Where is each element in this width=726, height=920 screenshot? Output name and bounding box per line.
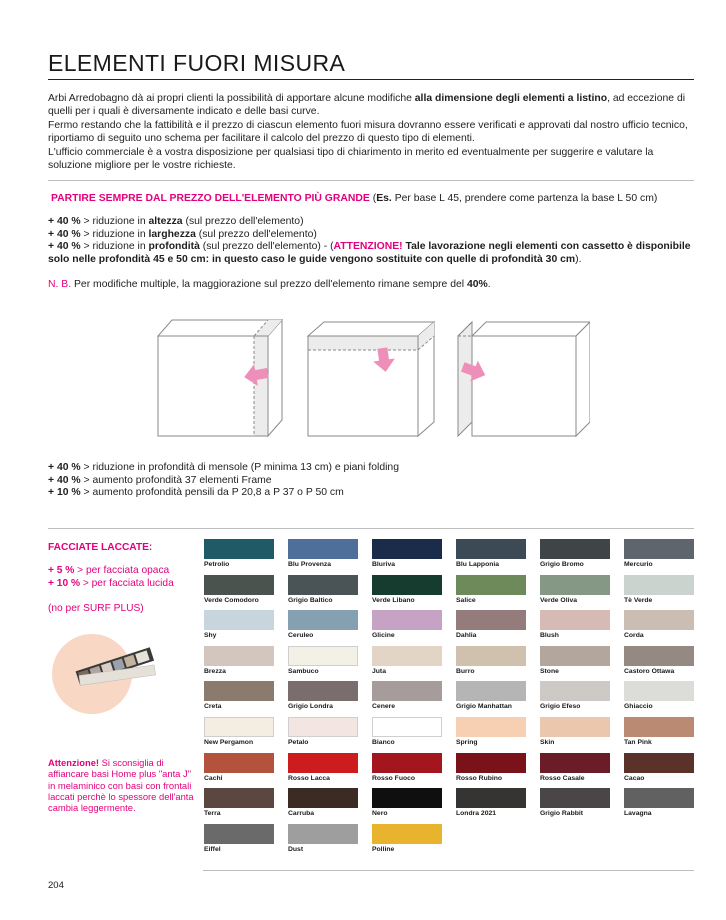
- color-swatch: [204, 539, 274, 568]
- color-chip: [624, 539, 694, 559]
- color-swatch: [204, 788, 274, 817]
- color-chip: [540, 539, 610, 559]
- color-name: Ceruleo: [288, 632, 314, 640]
- color-swatch: [204, 610, 274, 639]
- color-name: Ghiaccio: [624, 703, 653, 711]
- color-name: Londra 2021: [456, 810, 497, 818]
- color-swatch: [624, 575, 694, 604]
- color-swatch: [624, 788, 694, 817]
- size-reduction-diagram: [150, 318, 590, 438]
- colors-divider: [48, 528, 694, 529]
- intro-text: [48, 92, 698, 172]
- swatch-bottom-divider: [203, 870, 694, 871]
- color-chip: [540, 646, 610, 666]
- color-chip: [540, 681, 610, 701]
- color-chip: [288, 681, 358, 701]
- color-sample-fan-image: [48, 626, 168, 716]
- color-swatch: [372, 575, 442, 604]
- extra-frame-depth: + 40 % > aumento profondità 37 elementi Frame: [48, 474, 272, 486]
- color-chip: [540, 788, 610, 808]
- color-swatch: [372, 717, 442, 746]
- color-chip: [624, 753, 694, 773]
- color-chip: [204, 788, 274, 808]
- color-name: Grigio Manhattan: [456, 703, 512, 711]
- color-swatch: [204, 824, 274, 853]
- color-name: Shy: [204, 632, 217, 640]
- color-name: Castoro Ottawa: [624, 667, 675, 675]
- color-name: Rosso Rubino: [456, 774, 503, 782]
- color-swatch: [288, 717, 358, 746]
- color-chip: [204, 824, 274, 844]
- color-chip: [624, 788, 694, 808]
- page-number: 204: [48, 880, 64, 891]
- color-swatch: [540, 717, 610, 746]
- color-name: Rosso Casale: [540, 774, 585, 782]
- color-swatch: [624, 717, 694, 746]
- attention-label: ATTENZIONE!: [333, 241, 403, 253]
- color-name: Glicine: [372, 632, 395, 640]
- color-name: Grigio Bromo: [540, 561, 584, 568]
- intro-paragraph-1: Arbi Arredobagno dà ai propri clienti la possibilità di apportare alcune modifiche alla dimensione degli elementi a listino, ad eccezione di quelli per i quali è diversamente indicato e delle basi curve.: [48, 93, 686, 118]
- color-chip: [540, 610, 610, 630]
- section-divider: [48, 180, 694, 181]
- color-chip: [624, 646, 694, 666]
- color-chip: [288, 646, 358, 666]
- color-name: Grigio Londra: [288, 703, 333, 711]
- color-chip: [372, 575, 442, 595]
- color-swatch: [456, 753, 526, 782]
- color-chip: [288, 575, 358, 595]
- color-name: Eiffel: [204, 845, 221, 853]
- extra-wall-unit-depth: + 10 % > aumento profondità pensili da P 20,8 a P 37 o P 50 cm: [48, 487, 344, 499]
- color-swatch: [288, 824, 358, 853]
- color-swatch: [456, 575, 526, 604]
- color-chip: [288, 753, 358, 773]
- color-name: Rosso Lacca: [288, 774, 330, 782]
- color-name: Cenere: [372, 703, 396, 711]
- color-chip: [372, 824, 442, 844]
- color-swatch: [540, 681, 610, 710]
- color-chip: [372, 539, 442, 559]
- color-name: Petalo: [288, 739, 309, 746]
- color-chip: [288, 788, 358, 808]
- color-name: Cachi: [204, 774, 223, 782]
- color-swatch: [372, 753, 442, 782]
- color-name: Bluriva: [372, 561, 396, 568]
- color-swatch: [540, 610, 610, 639]
- color-name: Blu Lapponia: [456, 561, 500, 568]
- color-swatch: [204, 681, 274, 710]
- color-name: Tan Pink: [624, 739, 652, 746]
- color-swatch: [204, 717, 274, 746]
- color-chip: [540, 717, 610, 737]
- color-chip: [288, 824, 358, 844]
- gloss-front-surcharge: + 10 % > per facciata lucida: [48, 578, 174, 589]
- color-name: Juta: [372, 667, 386, 675]
- color-swatch: [372, 610, 442, 639]
- color-chip: [456, 788, 526, 808]
- color-name: Spring: [456, 739, 478, 746]
- nb-note: N. B. Per modifiche multiple, la maggiorazione sul prezzo dell'elemento rimane sempre del 40%.: [48, 279, 491, 290]
- color-chip: [372, 681, 442, 701]
- color-swatch: [456, 610, 526, 639]
- color-name: Burro: [456, 667, 475, 675]
- color-swatch: [288, 646, 358, 675]
- color-swatch: [204, 646, 274, 675]
- color-name: Rosso Fuoco: [372, 774, 416, 782]
- color-chip: [288, 610, 358, 630]
- melamine-warning: Attenzione! Si sconsiglia di affiancare basi Home plus "anta J" in melaminico con basi con frontali laccati perchè lo spessore dell'anta cambia leggermente.: [48, 757, 194, 814]
- color-swatch: [624, 646, 694, 675]
- color-swatch: [372, 824, 442, 853]
- color-chip: [456, 539, 526, 559]
- color-name: Petrolio: [204, 561, 230, 568]
- surf-plus-note: (no per SURF PLUS): [48, 603, 144, 614]
- color-chip: [204, 753, 274, 773]
- intro-paragraph-2: Fermo restando che la fattibilità e il prezzo di ciascun elemento fuori misura dovranno essere verificati e approvati dal nostro ufficio tecnico, riportiamo di seguito uno schema per facilitare il calcolo del prezzo di questo tipo di elementi.: [48, 119, 688, 145]
- lacquered-fronts-heading: FACCIATE LACCATE:: [48, 542, 153, 553]
- color-chip: [540, 575, 610, 595]
- color-name: Blush: [540, 632, 559, 640]
- title-divider: [48, 79, 694, 80]
- color-swatch: [540, 753, 610, 782]
- color-chip: [372, 646, 442, 666]
- color-name: Blu Provenza: [288, 561, 332, 568]
- color-swatch: [624, 539, 694, 568]
- color-swatch: [540, 539, 610, 568]
- color-chip: [624, 610, 694, 630]
- color-chip: [204, 539, 274, 559]
- color-swatch: [288, 539, 358, 568]
- color-name: Cacao: [624, 774, 645, 782]
- modification-depth: + 40 % > riduzione in profondità (sul prezzo dell'elemento) - (ATTENZIONE! Tale lavorazione negli elementi con cassetto è disponibile solo nelle profondità 45 e 50 cm: in questo caso le guide vengono sostituite con quelle di profondità 30 cm).: [48, 241, 691, 265]
- color-swatch: [372, 539, 442, 568]
- page-title: ELEMENTI FUORI MISURA: [48, 50, 346, 76]
- color-chip: [456, 681, 526, 701]
- color-swatch: [540, 575, 610, 604]
- color-name: Skin: [540, 739, 555, 746]
- extra-modifications-list: [48, 462, 399, 500]
- color-chip: [204, 717, 274, 737]
- color-chip: [204, 575, 274, 595]
- color-swatch: [372, 788, 442, 817]
- base-price-rule: PARTIRE SEMPRE DAL PREZZO DELL'ELEMENTO PIÙ GRANDE (Es. Per base L 45, prendere come partenza la base L 50 cm): [51, 193, 658, 204]
- color-swatch: [204, 753, 274, 782]
- color-swatch: [288, 788, 358, 817]
- color-name: Verde Comodoro: [204, 596, 259, 604]
- color-name: Verde Oliva: [540, 596, 578, 604]
- color-chip: [624, 717, 694, 737]
- color-name: Grigio Baltico: [288, 596, 333, 604]
- color-chip: [456, 575, 526, 595]
- color-swatch: [456, 539, 526, 568]
- extra-shelf-depth: + 40 % > riduzione in profondità di mensole (P minima 13 cm) e piani folding: [48, 462, 399, 473]
- color-name: Verde Libano: [372, 596, 415, 604]
- color-name: Corda: [624, 632, 644, 640]
- color-chip: [456, 717, 526, 737]
- color-swatch: [288, 681, 358, 710]
- color-swatch: [624, 610, 694, 639]
- color-name: Creta: [204, 703, 222, 711]
- color-swatch: [456, 788, 526, 817]
- color-chip: [372, 788, 442, 808]
- color-chip: [456, 646, 526, 666]
- color-swatch: [456, 681, 526, 710]
- color-name: Lavagna: [624, 810, 652, 818]
- color-swatch: [540, 788, 610, 817]
- color-name: Dahlia: [456, 632, 477, 640]
- color-name: Polline: [372, 845, 395, 853]
- color-swatch: [624, 753, 694, 782]
- color-name: Dust: [288, 845, 304, 853]
- cube-depth-reduction: [458, 322, 590, 436]
- color-swatch: [456, 717, 526, 746]
- color-swatch: [288, 753, 358, 782]
- color-name: Terra: [204, 810, 221, 818]
- cube-width-reduction: [308, 322, 434, 436]
- color-chip: [204, 681, 274, 701]
- color-name: Grigio Rabbit: [540, 810, 584, 818]
- color-chip: [204, 646, 274, 666]
- color-swatch: [288, 610, 358, 639]
- modification-height: + 40 % > riduzione in altezza (sul prezzo dell'elemento): [48, 216, 304, 227]
- color-chip: [624, 681, 694, 701]
- color-name: Stone: [540, 667, 559, 675]
- intro-paragraph-3: L'ufficio commerciale è a vostra disposizione per qualsiasi tipo di chiarimento in merito ed eventualmente per suggerire e valutare la soluzione migliore per le vostre richieste.: [48, 146, 654, 172]
- color-name: Bianco: [372, 739, 395, 746]
- color-swatch: [624, 681, 694, 710]
- modifications-list: [48, 216, 698, 266]
- color-swatch: [288, 575, 358, 604]
- color-swatch: [372, 681, 442, 710]
- color-chip: [624, 575, 694, 595]
- modification-width: + 40 % > riduzione in larghezza (sul prezzo dell'elemento): [48, 228, 317, 240]
- color-chip: [456, 753, 526, 773]
- color-name: Nero: [372, 810, 388, 818]
- color-name: Tè Verde: [624, 596, 653, 604]
- color-name: Mercurio: [624, 561, 653, 568]
- matt-front-surcharge: + 5 % > per facciata opaca: [48, 565, 170, 576]
- color-chip: [204, 610, 274, 630]
- color-swatch: [456, 646, 526, 675]
- color-chip: [540, 753, 610, 773]
- color-name: Sambuco: [288, 667, 319, 675]
- color-chip: [372, 753, 442, 773]
- color-name: Salice: [456, 596, 476, 604]
- color-name: Brezza: [204, 667, 226, 675]
- color-chip: [288, 717, 358, 737]
- color-chip: [372, 717, 442, 737]
- lacquered-fronts-info: [48, 541, 198, 615]
- color-chip: [288, 539, 358, 559]
- color-chip: [372, 610, 442, 630]
- color-swatch: [204, 575, 274, 604]
- color-swatch: [540, 646, 610, 675]
- color-name: Grigio Efeso: [540, 703, 581, 711]
- color-name: Carruba: [288, 810, 315, 818]
- color-name: New Pergamon: [204, 739, 254, 746]
- color-chip: [456, 610, 526, 630]
- color-swatch: [372, 646, 442, 675]
